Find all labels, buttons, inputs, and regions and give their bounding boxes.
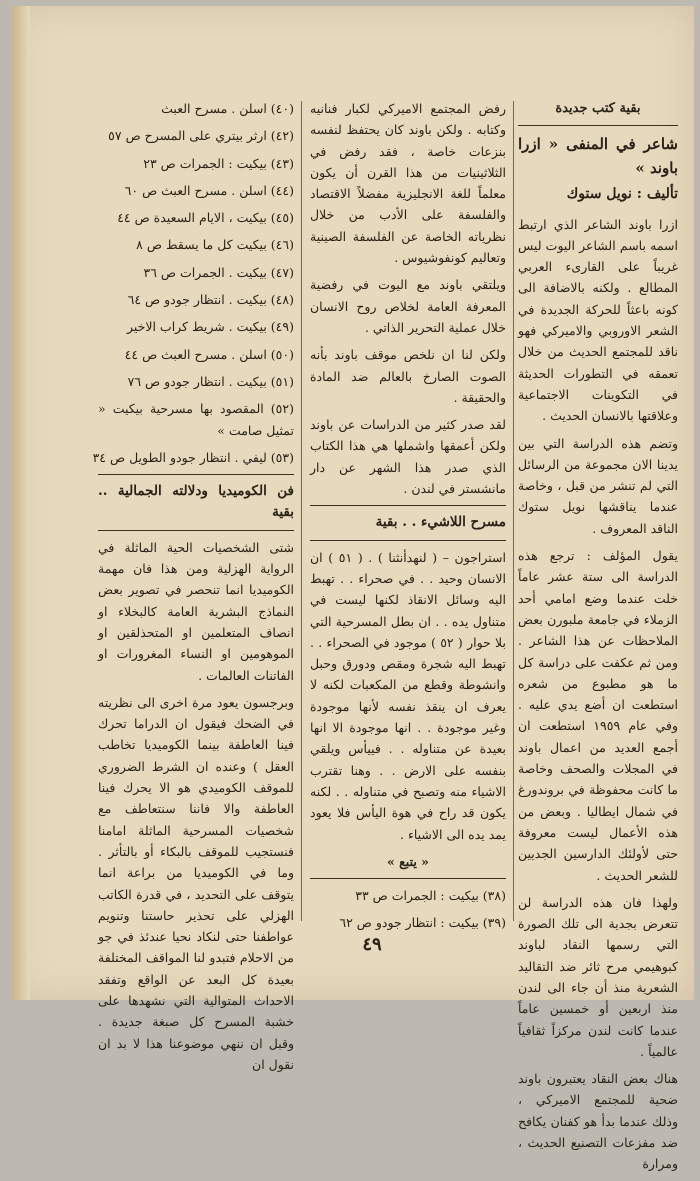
section-rule <box>98 530 294 531</box>
paragraph: ويلتقي باوند مع اليوت في رفضية المعرفة العامة لخلاص روح الانسان خلال عملية التحرير الذاتي . <box>310 277 506 335</box>
column-left <box>92 98 294 1081</box>
footnote: (٥٠) اسلن . مسرح العبث ص ٤٤ <box>124 346 294 362</box>
column-right <box>518 98 678 1181</box>
paragraph: ولكن لنا ان نلخص موقف باوند بأنه الصوت الصارخ بالعالم ضد المادة والحقيقة . <box>310 347 506 405</box>
section-rule <box>310 540 506 541</box>
paragraph: هناك بعض النقاد يعتبرون باوند ضحية للمجتمع الاميركي ، وذلك عندما بدأ هو كفنان يكافح ضد مفزعات التصنيع الحديث ، ومرارة <box>518 1071 678 1172</box>
footnote: (٤٦) بيكيت كل ما يسقط ص ٨ <box>136 237 294 253</box>
column-divider-left <box>301 101 302 921</box>
page-spine-shadow <box>12 6 30 1000</box>
paragraph: لقد صدر كثير من الدراسات عن باوند ولكن أعمقها واشملها هي هذا الكتاب الذي صدر هذا الشهر عن دار مانشستر في لندن . <box>310 417 506 497</box>
footnote: (٤٧) بيكيت . الجمرات ص ٣٦ <box>143 264 294 280</box>
footnote: (٤٩) بيكيت . شريط كراب الاخير <box>126 319 294 335</box>
section-rule <box>98 474 294 475</box>
footnote: (٤٥) بيكيت ، الايام السعيدة ص ٤٤ <box>117 210 294 226</box>
page-number: ٤٩ <box>362 934 382 955</box>
paragraph: شتى الشخصيات الحية الماثلة في الرواية الهزلية ومن هذا فان مهمة الكوميديا انما تنحصر في تصوير بعض النماذج البشرية العامة كالبخلاء او انصاف المتعلمين او المتحذلقين او الموهومين او النساء المغرورات او الفاتنات العالمات . <box>98 539 294 683</box>
column-divider-right <box>513 101 514 921</box>
footnote: (٤٣) بيكيت : الجمرات ص ٢٣ <box>143 155 294 171</box>
header-rule <box>518 125 678 126</box>
paragraph: وبرجسون يعود مرة اخرى الى نظريته في الضحك فيقول ان الدراما تحرك فينا العاطفة بينما الكوميديا تخاطب العقل ) وعنده ان الشرط الضروري للموقف الكوميدي هو الا يحرك فينا العاطفة والا فاننا سنتعاطف مع شخصيات المسرحية الماثلة امامنا فنستجيب للموقف بالبكاء أو بالتأثر . وما في الكوميديا من براعة انما يتوقف على التحديد ، في قدرة الكاتب الهزلي على تحذير حاستنا وتنويم عواطفنا حتى لنكاد نحيا عندئذ في جو من الاحلام فتبدو لنا المواقف المختلفة بعيدة كل البعد عن الواقع وتفقد الاحداث المتوالية التي نشهدها على خشبة المسرح كل صبغة جديدة . وقبل ان ننهي موضوعنا هذا لا بد ان نقول ان <box>98 694 294 1072</box>
book-title: شاعر في المنفى « ازرا باوند » <box>518 135 678 178</box>
paragraph: استراجون – ( لنهدأنثنا ) . ( ٥١ ) ان الانسان وحيد . . في صحراء . . تهبط اليه وسائل الانقاذ لكنها ليست في متناول يده . . ان بطل المسرحية التي بلا حوار ( ٥٢ ) موجود في الصحراء . . تهبط اليه شجرة ومقص ودورق وحبل وانشوطة وقطع من المكعبات لكنه لا يعرف ان ينقذ نفسه لأنها موجودة وغير موجودة . . انها موجودة الا انها بعيدة عن متناوله . . فييأس ويلقي بنفسه على الارض . . وهنا تقترب الاشياء منه وتصبح في متناوله . . لكنه يكون قد راح في هوة اليأس فلا يعود يمد يده الى الاشياء . <box>310 549 507 842</box>
footnote: (٤٨) بيكيت . انتظار جودو ص ٦٤ <box>127 292 294 308</box>
footnote: (٤٢) ارثر بيتري على المسرح ص ٥٧ <box>108 128 294 144</box>
section-title: فن الكوميديا ودلالته الجمالية .. بقية <box>98 483 294 521</box>
footnote: (٥٣) ليفي . انتظار جودو الطويل ص ٣٤ <box>92 449 294 465</box>
paragraph: رفض المجتمع الاميركي لكبار فنانيه وكتابه . ولكن باوند كان يحتفظ لنفسه بنزعات خاصة ، فقد رفض في الثلاثينيات من هذا القرن أن يكون معلماً للغة الانجليزية مفضلاً الاقتصاد والفلسفة على الأدب من خلال نظرياته الخاصة عن الفلسفة الصينية وتعاليم كونفوشيوس . <box>310 101 506 266</box>
paragraph: ازرا باوند الشاعر الذي ارتبط اسمه باسم الشاعر اليوت ليس غريباً على القارىء العربي المطالع . ولكنه بالاضافة الى كونه باعثاً للحركة الجديدة في الشعر الاوروبي والاميركي فهو ناقد للمجتمع الحديث من خلال تعمقه في التطورات الحديثة في التكوينات الاجتماعية وعلاقتها بالانسان الحديث . <box>518 216 678 424</box>
paragraph: ولهذا فان هذه الدراسة لن تتعرض بجدية الى تلك الصورة التي رسمها النقاد لباوند كبوهيمي مرح ثائر ضد التقاليد الشعرية منذ أن جاء الى لندن منذ اربعين أو خمسين عاماً عندما كانت لندن مركزاً ثقافياً عالمياً . <box>518 894 678 1059</box>
footnote: (٥٢) المقصود بها مسرحية بيكيت « تمثيل صامت » <box>98 401 294 438</box>
paragraph: يقول المؤلف : ترجع هذه الدراسة الى ستة عشر عاماً خلت عندما وضع امامي أحد الزملاء في جامعة ملبورن بعض الملاحظات عن هذا الشاعر . ومن ثم عكفت على دراسة كل ما هو مطبوع من شعره استطعت ان أضع يدي عليه . وفي عام ١٩٥٩ استطعت ان أجمع العديد من اعمال باوند في المجلات والصحف وخاصة ما كانت محفوظة في بروندورغ في شمال ايطاليا . وبعض من هذه الأعمال ليست معروفة حتى لأولئك الدارسين الجديين للشعر الحديث . <box>518 548 678 883</box>
paragraph: وتضم هذه الدراسة التي بين يدينا الان مجموعة من الرسائل التي لم تنشر من قبل ، وخاصة عندما يناقشها نويل ستوك الناقد المعروف . <box>518 435 678 536</box>
section-header: بقية كتب جديدة <box>555 101 641 116</box>
footnote: (٤٠) اسلن . مسرح العبث <box>161 101 294 116</box>
column-middle <box>310 98 506 940</box>
section-rule <box>310 505 506 506</box>
footnote-rule <box>310 878 506 879</box>
section-title: مسرح اللاشيء . . بقية <box>375 514 506 531</box>
footnote: (٥١) بيكيت . انتظار جودو ص ٧٦ <box>127 373 294 389</box>
footnote: (٤٤) اسلن . مسرح العبث ص ٦٠ <box>124 182 294 198</box>
footnote: (٣٩) بيكيت : انتظار جودو ص ٦٢ <box>339 915 506 931</box>
continued-marker: « يتبع » <box>386 853 429 869</box>
book-author: تأليف : نويل ستوك <box>566 186 678 203</box>
footnote: (٣٨) بيكيت : الجمرات ص ٣٣ <box>355 888 506 904</box>
magazine-page <box>12 6 694 1172</box>
